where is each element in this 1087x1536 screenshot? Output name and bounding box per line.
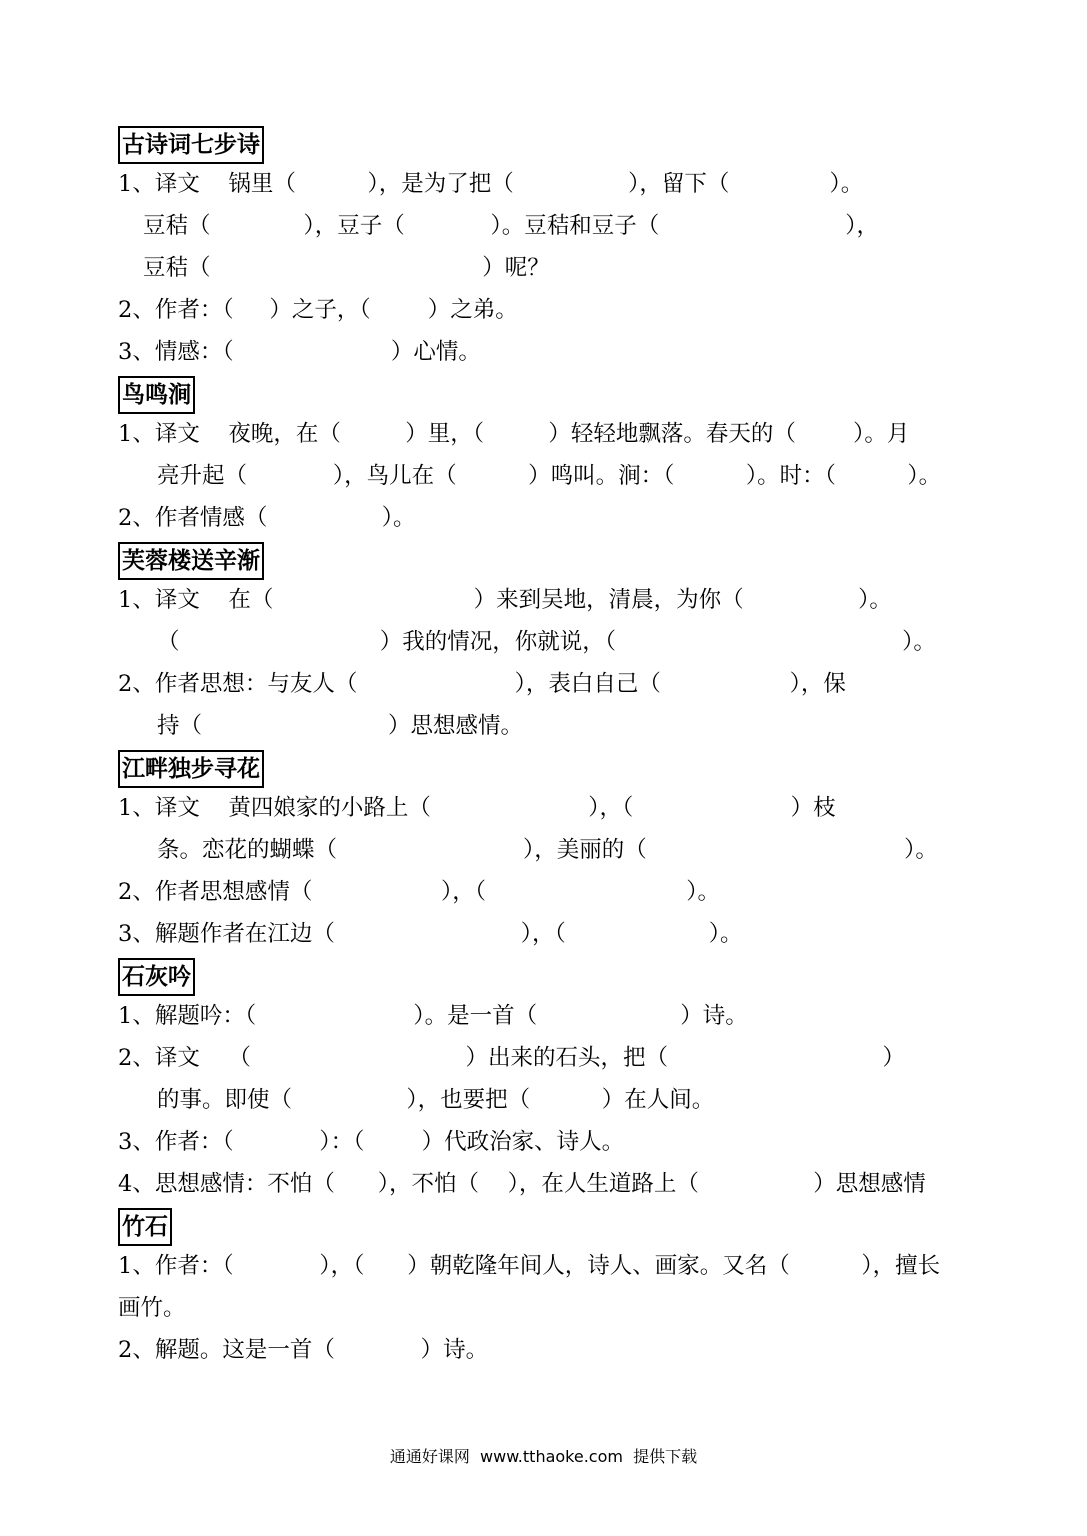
text-line: 2、解题。这是一首（ ）诗。 (118, 1337, 489, 1363)
text-line: （ ）我的情况，你就说，（ ）。 (157, 629, 936, 655)
text-line: 的事。即使（ ），也要把（ ）在人间。 (157, 1087, 715, 1113)
text-line: 画竹。 (118, 1295, 186, 1321)
text-line: 1、译文 黄四娘家的小路上（ ），（ ）枝 (118, 795, 836, 821)
text-line: 1、译文 锅里（ ），是为了把（ ），留下（ ）。 (118, 171, 864, 197)
section-title-zhushi: 竹石 (118, 1208, 172, 1246)
text-line: 2、译文 （ ）出来的石头，把（ ） (118, 1045, 906, 1071)
section-title-jiangpan: 江畔独步寻花 (118, 750, 264, 788)
section-title-qibushi: 古诗词七步诗 (118, 126, 264, 164)
footer-credit: 通通好课网 www.tthaoke.com 提供下载 (389, 1447, 698, 1466)
text-line: 3、解题作者在江边（ ），（ ）。 (118, 921, 743, 947)
text-line: 4、思想感情：不怕（ ），不怕（ ），在人生道路上（ ）思想感情 (118, 1171, 926, 1197)
text-line: 3、作者：（ ）：（ ）代政治家、诗人。 (118, 1129, 625, 1155)
text-line: 2、作者：（ ）之子，（ ）之弟。 (118, 297, 518, 323)
text-line: 2、作者情感（ ）。 (118, 505, 416, 531)
text-line: 1、作者：（ ），（ ）朝乾隆年间人，诗人、画家。又名（ ），擅长 (118, 1253, 941, 1279)
text-line: 2、作者思想：与友人（ ），表白自己（ ），保 (118, 671, 846, 697)
text-line: 豆秸（ ），豆子（ ）。豆秸和豆子（ ）， (143, 213, 880, 239)
text-line: 条。恋花的蝴蝶（ ），美丽的（ ）。 (157, 837, 938, 863)
text-line: 豆秸（ ）呢？ (143, 255, 550, 281)
text-line: 1、译文 夜晚，在（ ）里，（ ）轻轻地飘落。春天的（ ）。月 (118, 421, 910, 447)
text-line: 3、情感：（ ）心情。 (118, 339, 481, 365)
section-title-shihuiyin: 石灰吟 (118, 958, 195, 996)
text-line: 1、译文 在（ ）来到吴地，清晨，为你（ ）。 (118, 587, 892, 613)
text-line: 亮升起（ ），鸟儿在（ ）鸣叫。涧：（ ）。时：（ ）。 (157, 463, 942, 489)
section-title-niaomingjian: 鸟鸣涧 (118, 376, 195, 414)
text-line: 2、作者思想感情（ ），（ ）。 (118, 879, 721, 905)
section-title-furonglou: 芙蓉楼送辛渐 (118, 542, 264, 580)
text-line: 持（ ）思想感情。 (157, 713, 523, 739)
text-line: 1、解题吟：（ ）。是一首（ ）诗。 (118, 1003, 748, 1029)
